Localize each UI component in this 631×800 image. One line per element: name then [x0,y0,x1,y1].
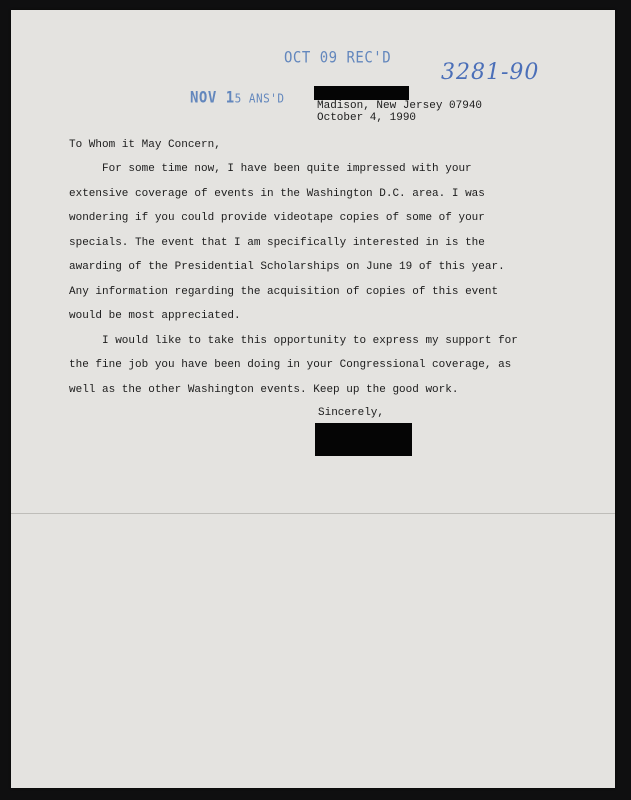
body-line: would be most appreciated. [69,310,241,322]
answered-stamp-date: NOV 1 [190,88,235,108]
letter-date: October 4, 1990 [317,112,417,124]
answered-stamp [190,89,285,107]
address-city-line: Madison, New Jersey 07940 [317,100,483,112]
letter-page [11,10,615,788]
paragraph-2 [69,329,518,403]
salutation: To Whom it May Concern, [69,139,221,151]
body-line: the fine job you have been doing in your Congressional coverage, as [69,359,512,371]
paragraph-1 [69,157,518,329]
body-line: well as the other Washington events. Keep up the good work. [69,383,459,396]
handwritten-reference-number: 3281-90 [441,60,540,85]
body-line: extensive coverage of events in the Washington D.C. area. I was [69,187,485,200]
letter-body [69,157,518,402]
body-line: Any information regarding the acquisition of copies of this event [69,285,499,298]
paper-fold-line [11,513,615,514]
closing: Sincerely, [318,407,385,419]
body-line: wondering if you could provide videotape copies of some of your [69,212,485,224]
body-line: For some time now, I have been quite impressed with your [102,163,472,175]
body-line: I would like to take this opportunity to express my support for [102,334,518,347]
sender-address [317,100,482,124]
answered-stamp-suffix: 5 ANS'D [234,91,285,107]
received-stamp: OCT 09 REC'D [284,48,392,68]
body-line: specials. The event that I am specifically interested in is the [69,236,485,249]
redacted-signature [315,423,412,456]
redacted-sender-name [314,86,409,100]
body-line: awarding of the Presidential Scholarships on June 19 of this year. [69,261,505,273]
